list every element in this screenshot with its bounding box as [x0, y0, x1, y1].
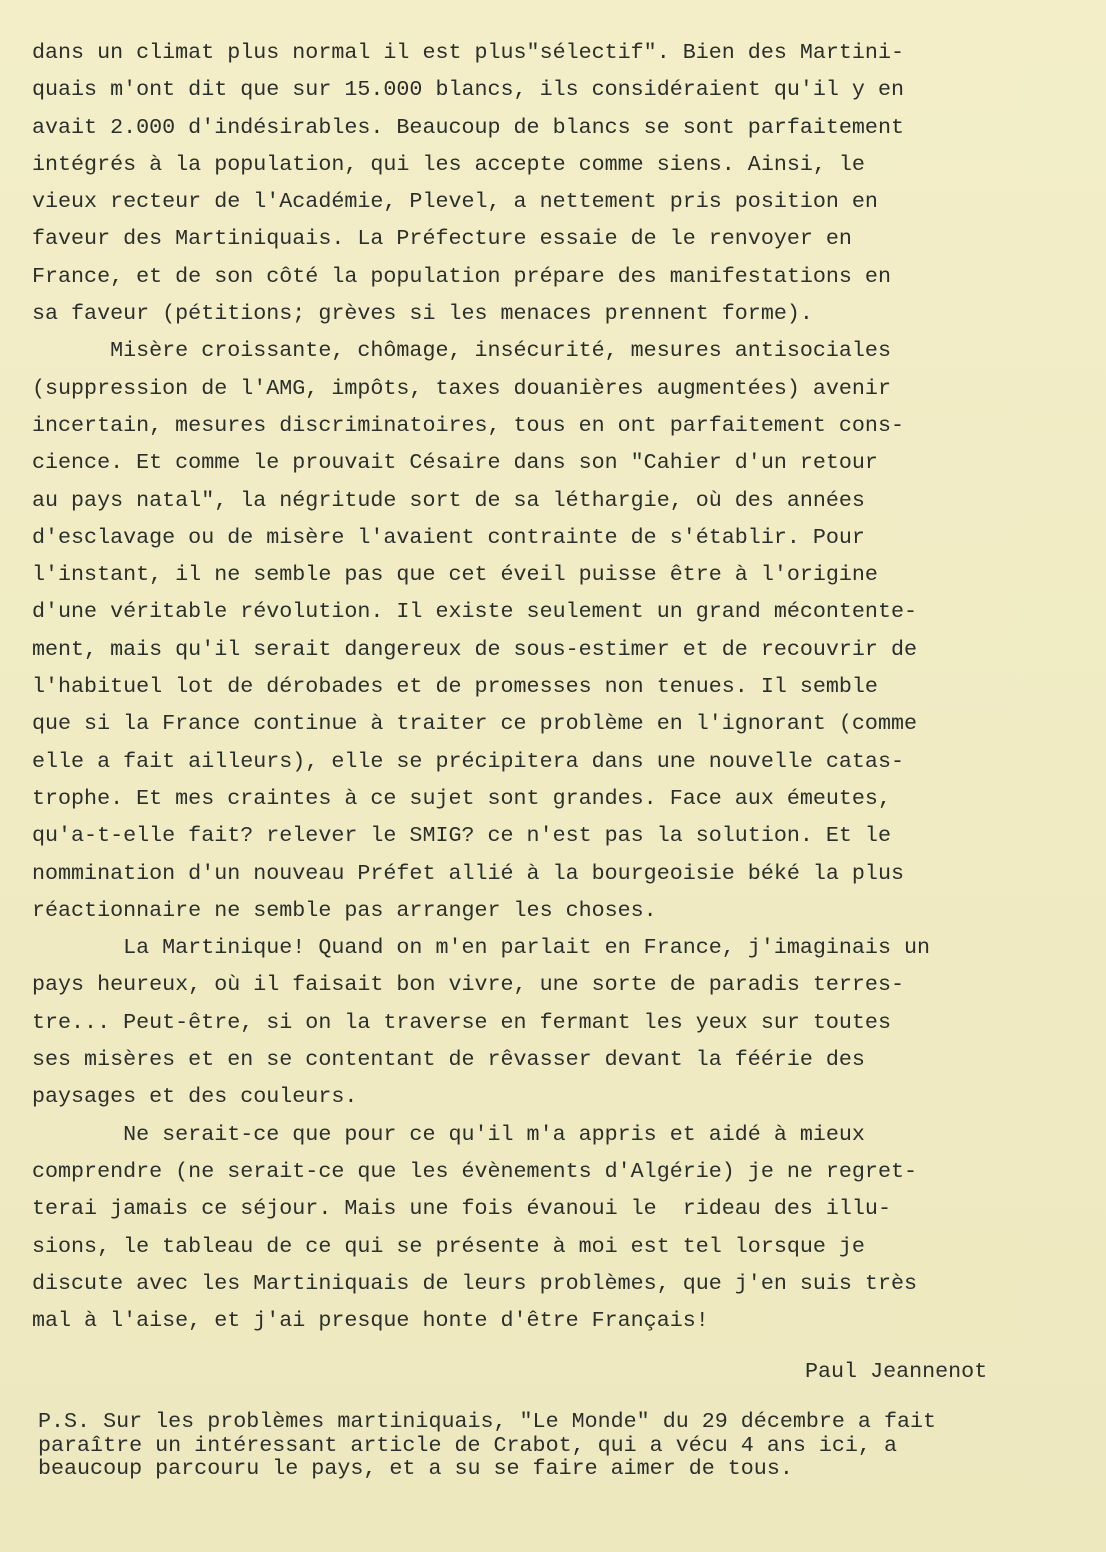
text-line: ses misères et en se contentant de rêvasser devant la féérie des — [32, 1047, 865, 1073]
text-line: faveur des Martiniquais. La Préfecture essaie de le renvoyer en — [32, 226, 852, 252]
text-line: d'esclavage ou de misère l'avaient contrainte de s'établir. Pour — [32, 524, 865, 550]
text-line: dans un climat plus normal il est plus"sélectif". Bien des Martini- — [32, 40, 904, 65]
letter-body — [32, 34, 930, 1339]
text-line: ment, mais qu'il serait dangereux de sous-estimer et de recouvrir de — [32, 636, 917, 662]
text-line: d'une véritable révolution. Il existe seulement un grand mécontente- — [32, 599, 917, 625]
text-line: comprendre (ne serait-ce que les évènements d'Algérie) je ne regret- — [32, 1158, 917, 1184]
text-line: France, et de son côté la population prépare des manifestations en — [32, 263, 891, 289]
postscript-line: paraître un intéressant article de Crabot, qui a vécu 4 ans ici, a — [38, 1432, 897, 1458]
text-line: quais m'ont dit que sur 15.000 blancs, ils considéraient qu'il y en — [32, 77, 904, 103]
text-line: paysages et des couleurs. — [32, 1084, 358, 1110]
postscript-line: beaucoup parcouru le pays, et a su se faire aimer de tous. — [38, 1456, 793, 1481]
text-line: intégrés à la population, qui les accepte comme siens. Ainsi, le — [32, 151, 865, 177]
text-line: Ne serait-ce que pour ce qu'il m'a appris et aidé à mieux — [32, 1121, 865, 1147]
text-line: réactionnaire ne semble pas arranger les choses. — [32, 897, 657, 923]
postscript — [38, 1410, 936, 1481]
text-line: discute avec les Martiniquais de leurs problèmes, que j'en suis très — [32, 1270, 917, 1296]
text-line: elle a fait ailleurs), elle se précipitera dans une nouvelle catas- — [32, 748, 904, 774]
text-line: l'instant, il ne semble pas que cet éveil puisse être à l'origine — [32, 562, 878, 588]
text-line: Misère croissante, chômage, insécurité, mesures antisociales — [32, 338, 891, 364]
text-line: avait 2.000 d'indésirables. Beaucoup de blancs se sont parfaitement — [32, 114, 904, 140]
text-line: pays heureux, où il faisait bon vivre, une sorte de paradis terres- — [32, 972, 904, 998]
text-line: trophe. Et mes craintes à ce sujet sont grandes. Face aux émeutes, — [32, 785, 891, 811]
text-line: nommination d'un nouveau Préfet allié à la bourgeoisie béké la plus — [32, 860, 904, 886]
text-line: tre... Peut-être, si on la traverse en fermant les yeux sur toutes — [32, 1009, 891, 1035]
text-line: terai jamais ce séjour. Mais une fois évanoui le rideau des illu- — [32, 1196, 891, 1222]
text-line: vieux recteur de l'Académie, Plevel, a nettement pris position en — [32, 189, 878, 215]
text-line: sions, le tableau de ce qui se présente à moi est tel lorsque je — [32, 1233, 865, 1259]
text-line: (suppression de l'AMG, impôts, taxes douanières augmentées) avenir — [32, 375, 891, 401]
text-line: sa faveur (pétitions; grèves si les menaces prennent forme). — [32, 301, 813, 327]
postscript-line: P.S. Sur les problèmes martiniquais, "Le Monde" du 29 décembre a fait — [38, 1409, 937, 1434]
text-line: mal à l'aise, et j'ai presque honte d'être Français! — [32, 1308, 709, 1334]
text-line: cience. Et comme le prouvait Césaire dans son "Cahier d'un retour — [32, 450, 878, 476]
text-line: qu'a-t-elle fait? relever le SMIG? ce n'est pas la solution. Et le — [32, 823, 891, 849]
signature: Paul Jeannenot — [805, 1359, 988, 1384]
text-line: incertain, mesures discriminatoires, tous en ont parfaitement cons- — [32, 412, 904, 438]
text-line: La Martinique! Quand on m'en parlait en France, j'imaginais un — [32, 935, 931, 961]
text-line: que si la France continue à traiter ce problème en l'ignorant (comme — [32, 711, 917, 737]
text-line: au pays natal", la négritude sort de sa léthargie, où des années — [32, 487, 865, 513]
text-line: l'habituel lot de dérobades et de promesses non tenues. Il semble — [32, 674, 878, 700]
